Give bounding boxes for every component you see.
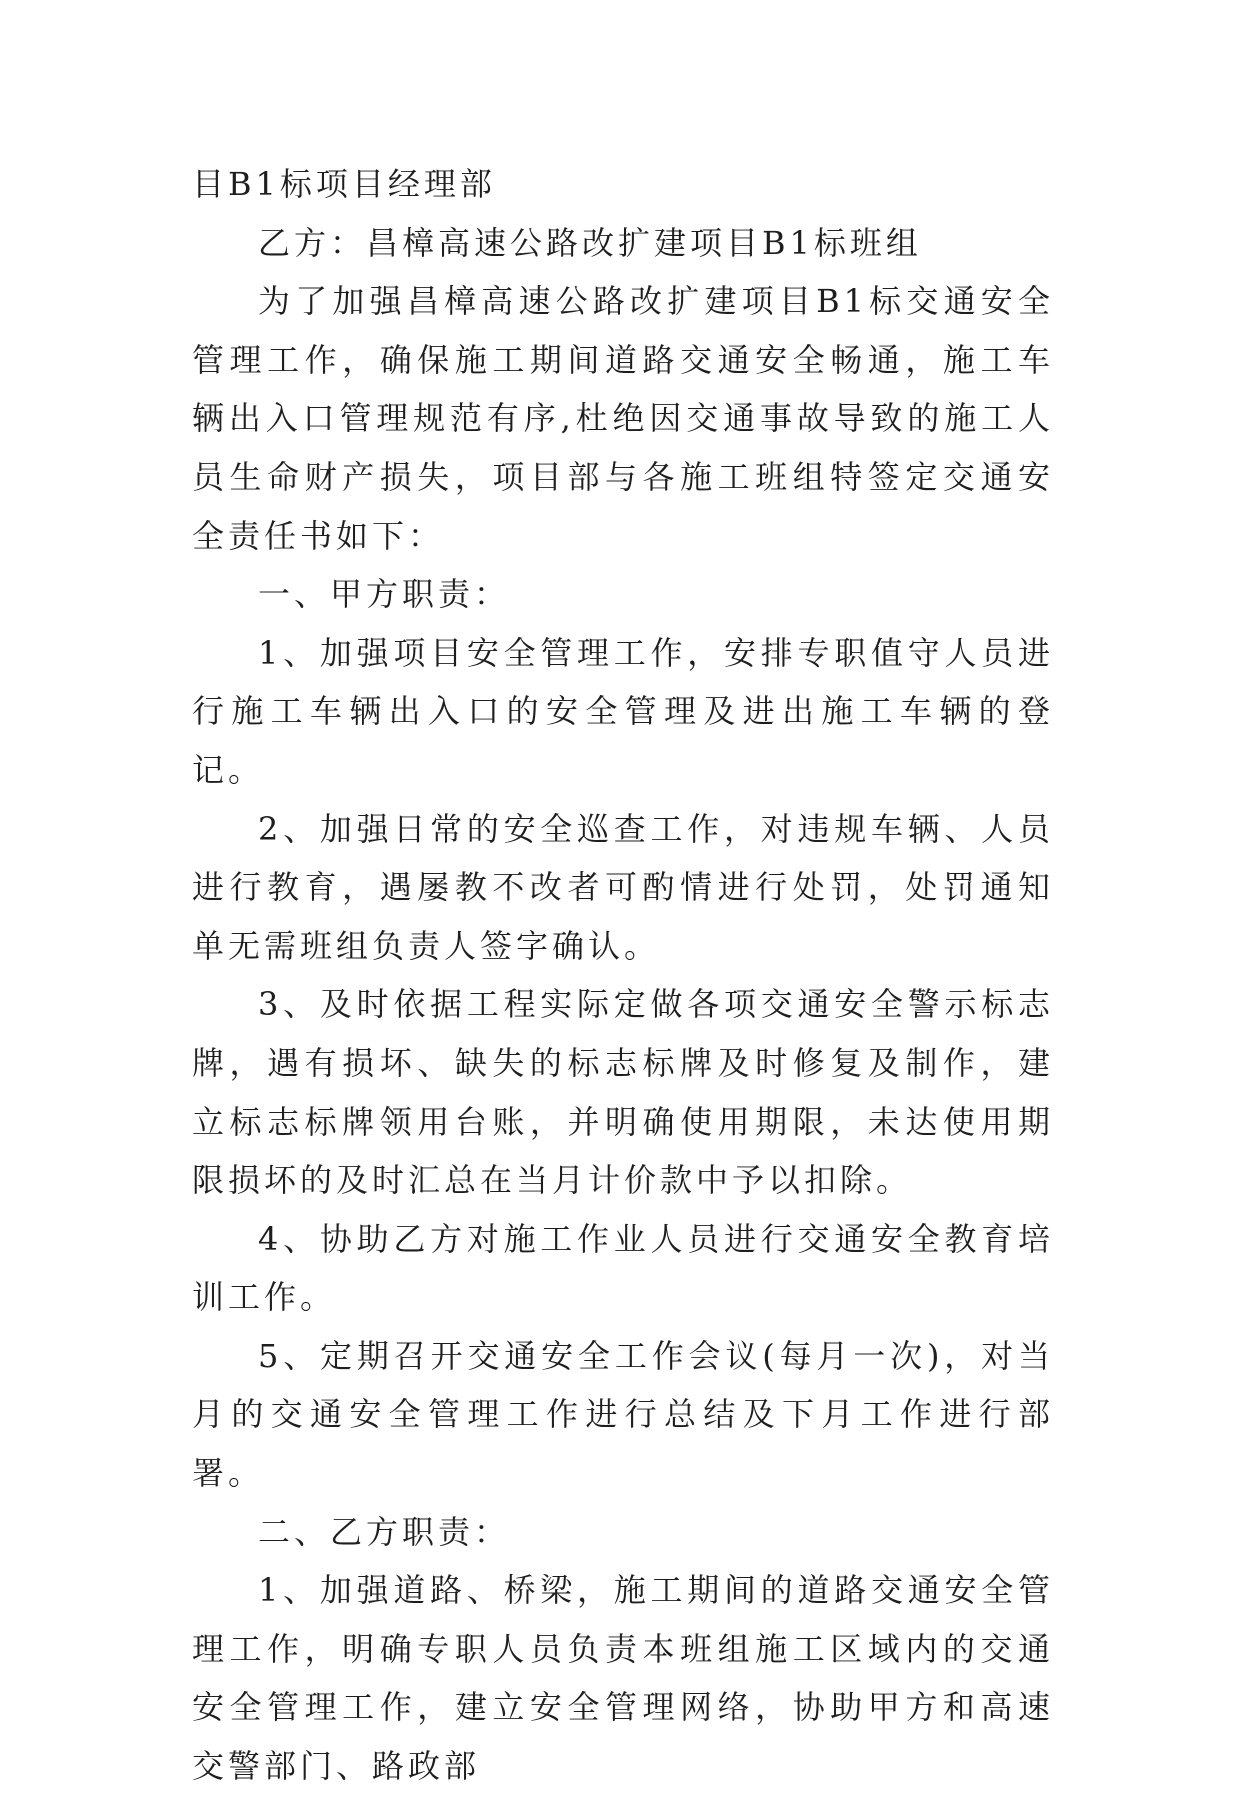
party-b-item-1: 1、加强道路、桥梁，施工期间的道路交通安全管理工作，明确专职人员负责本班组施工区域内的交通安全管理工作，建立安全管理网络，协助甲方和高速交警部门、路政部 bbox=[192, 1571, 1054, 1786]
party-a-item-2: 2、加强日常的安全巡查工作，对违规车辆、人员进行教育，遇屡教不改者可酌情进行处罚，处罚通知单无需班组负责人签字确认。 bbox=[192, 809, 1054, 965]
section-heading-party-b: 二、乙方职责： bbox=[258, 1512, 511, 1551]
document-body bbox=[192, 155, 1054, 1796]
party-a-item-5: 5、定期召开交通安全工作会议(每月一次)，对当月的交通安全管理工作进行总结及下月工作进行部署。 bbox=[192, 1336, 1054, 1493]
party-a-item-4: 4、协助乙方对施工作业人员进行交通安全教育培训工作。 bbox=[192, 1219, 1054, 1317]
section-heading-party-a: 一、甲方职责： bbox=[258, 575, 511, 614]
paragraph-org-line: 目B1标项目经理部 bbox=[192, 165, 496, 203]
party-a-item-1: 1、加强项目安全管理工作，安排专职值守人员进行施工车辆出入口的安全管理及进出施工车辆的登记。 bbox=[192, 633, 1054, 789]
party-a-item-3: 3、及时依据工程实际定做各项交通安全警示标志牌，遇有损坏、缺失的标志标牌及时修复及制作，建立标志标牌领用台账，并明确使用期限，未达使用期限损坏的及时汇总在当月计价款中予以扣除。 bbox=[192, 985, 1054, 1200]
paragraph-party-b: 乙方：昌樟高速公路改扩建项目B1标班组 bbox=[258, 223, 922, 262]
paragraph-preamble: 为了加强昌樟高速公路改扩建项目B1标交通安全管理工作，确保施工期间道路交通安全畅通，施工车辆出入口管理规范有序,杜绝因交通事故导致的施工人员生命财产损失，项目部与各施工班组特签定交通安全责任书如下： bbox=[192, 282, 1054, 555]
